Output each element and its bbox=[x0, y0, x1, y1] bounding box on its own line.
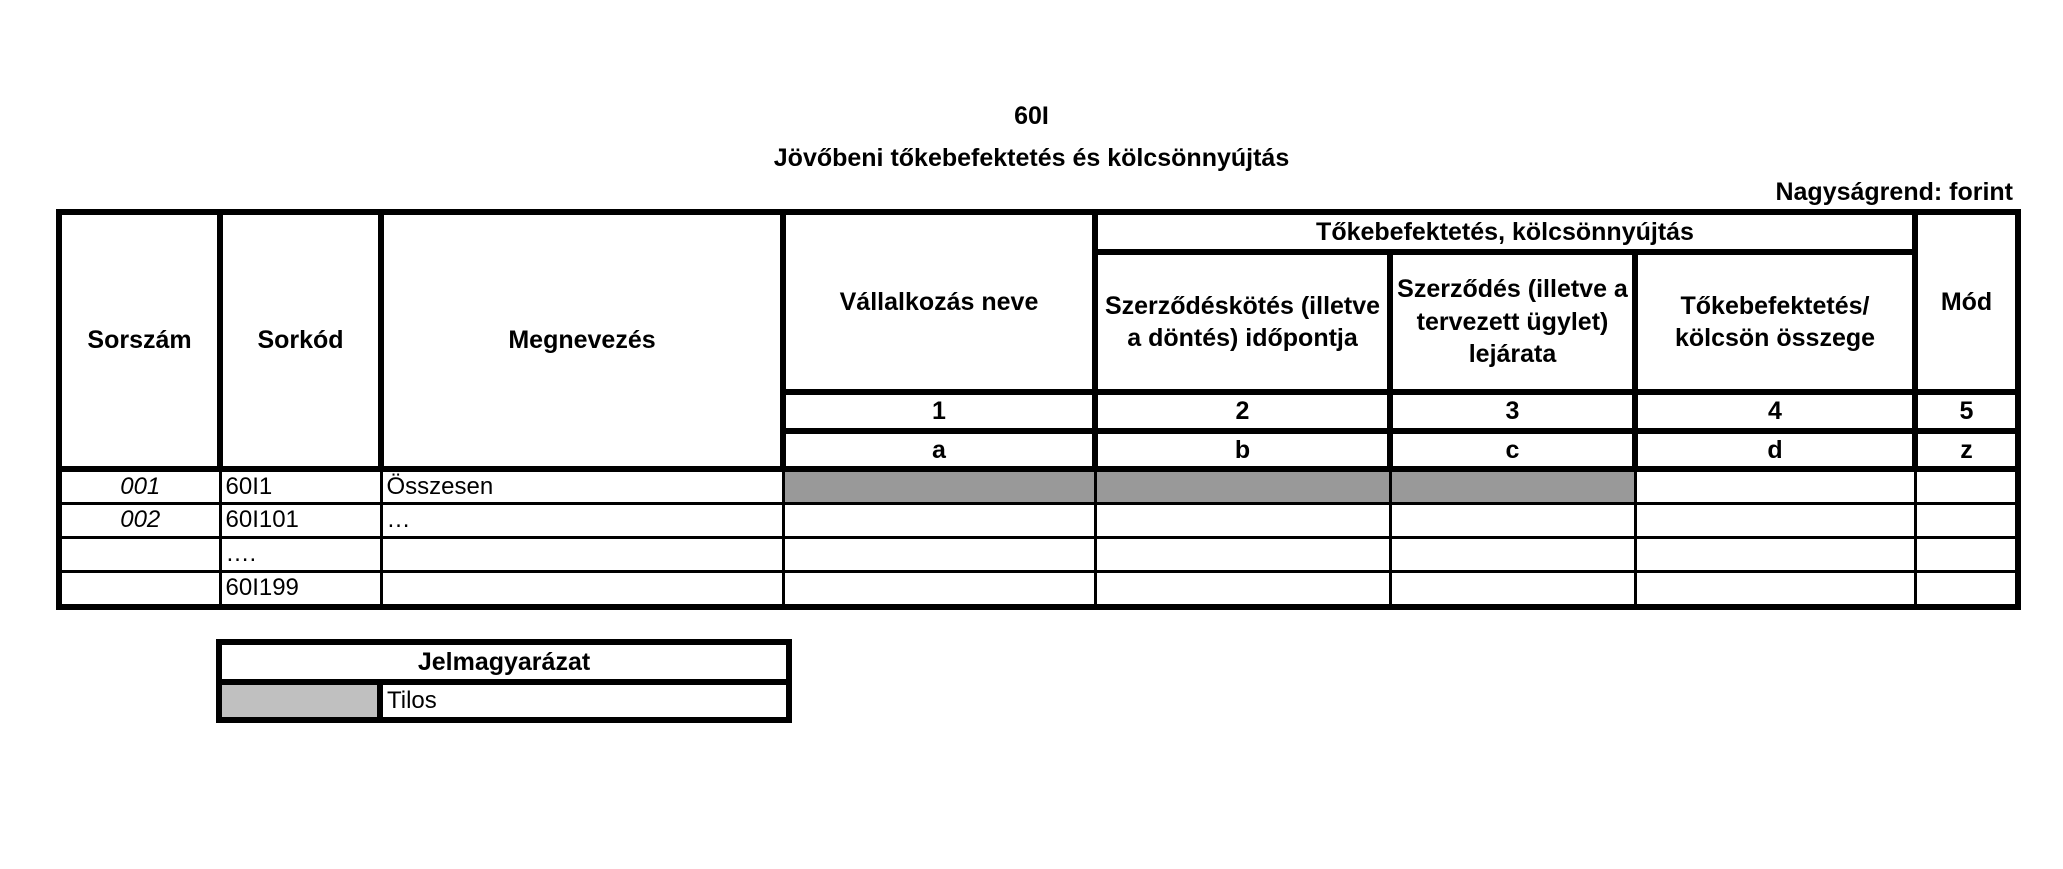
row-sorszam bbox=[59, 571, 220, 607]
legend-table bbox=[216, 639, 792, 723]
table-row bbox=[59, 537, 2018, 571]
disabled-cell bbox=[783, 469, 1095, 503]
col-number-2: 2 bbox=[1095, 392, 1390, 431]
col-number-5: 5 bbox=[1915, 392, 2018, 431]
input-cell[interactable] bbox=[1635, 571, 1915, 607]
input-cell[interactable] bbox=[783, 571, 1095, 607]
input-cell[interactable] bbox=[1390, 571, 1635, 607]
table-row bbox=[59, 503, 2018, 537]
input-cell[interactable] bbox=[1390, 503, 1635, 537]
row-sorkod: 60I101 bbox=[220, 503, 381, 537]
col-number-3: 3 bbox=[1390, 392, 1635, 431]
col-header-mod: Mód bbox=[1915, 212, 2018, 392]
input-cell[interactable] bbox=[783, 537, 1095, 571]
legend-forbidden-label: Tilos bbox=[380, 682, 789, 720]
col-header-megnevezes: Megnevezés bbox=[381, 212, 783, 469]
row-megnevezes bbox=[381, 537, 783, 571]
input-cell[interactable] bbox=[1915, 503, 2018, 537]
row-megnevezes bbox=[381, 571, 783, 607]
row-sorszam: 002 bbox=[59, 503, 220, 537]
col-header-sorkod: Sorkód bbox=[220, 212, 381, 469]
col-header-sorszam: Sorszám bbox=[59, 212, 220, 469]
row-sorkod: 60I1 bbox=[220, 469, 381, 503]
input-cell[interactable] bbox=[1095, 537, 1390, 571]
input-cell[interactable] bbox=[1915, 537, 2018, 571]
disabled-cell bbox=[1390, 469, 1635, 503]
row-megnevezes: Összesen bbox=[381, 469, 783, 503]
input-cell[interactable] bbox=[1390, 537, 1635, 571]
input-cell[interactable] bbox=[1915, 571, 2018, 607]
col-header-osszeg: Tőkebefektetés/ kölcsön összege bbox=[1635, 252, 1915, 392]
table-row bbox=[59, 469, 2018, 503]
col-letter-c: c bbox=[1390, 431, 1635, 469]
col-header-vallalkozas: Vállalkozás neve bbox=[783, 212, 1095, 392]
main-table bbox=[56, 209, 2021, 610]
row-sorszam: 001 bbox=[59, 469, 220, 503]
table-row bbox=[59, 571, 2018, 607]
col-number-4: 4 bbox=[1635, 392, 1915, 431]
col-number-1: 1 bbox=[783, 392, 1095, 431]
col-letter-z: z bbox=[1915, 431, 2018, 469]
row-sorkod: 60I199 bbox=[220, 571, 381, 607]
col-group-header: Tőkebefektetés, kölcsönnyújtás bbox=[1095, 212, 1915, 252]
input-cell[interactable] bbox=[1095, 503, 1390, 537]
input-cell[interactable] bbox=[783, 503, 1095, 537]
row-sorszam bbox=[59, 537, 220, 571]
row-sorkod: …. bbox=[220, 537, 381, 571]
input-cell[interactable] bbox=[1095, 571, 1390, 607]
form-title: Jövőbeni tőkebefektetés és kölcsönnyújtás bbox=[773, 144, 1290, 172]
col-header-lejarat: Szerződés (illetve a tervezett ügylet) lejárata bbox=[1390, 252, 1635, 392]
form-code: 60I bbox=[1014, 102, 1049, 130]
input-cell[interactable] bbox=[1635, 469, 1915, 503]
col-header-szerzodeskotes: Szerződéskötés (illetve a döntés) időpontja bbox=[1095, 252, 1390, 392]
input-cell[interactable] bbox=[1635, 537, 1915, 571]
legend-forbidden-swatch bbox=[219, 682, 380, 720]
col-letter-b: b bbox=[1095, 431, 1390, 469]
disabled-cell bbox=[1095, 469, 1390, 503]
input-cell[interactable] bbox=[1915, 469, 2018, 503]
unit-label: Nagyságrend: forint bbox=[1775, 178, 2013, 206]
input-cell[interactable] bbox=[1635, 503, 1915, 537]
legend-title: Jelmagyarázat bbox=[219, 642, 789, 682]
col-letter-a: a bbox=[783, 431, 1095, 469]
row-megnevezes: … bbox=[381, 503, 783, 537]
col-letter-d: d bbox=[1635, 431, 1915, 469]
